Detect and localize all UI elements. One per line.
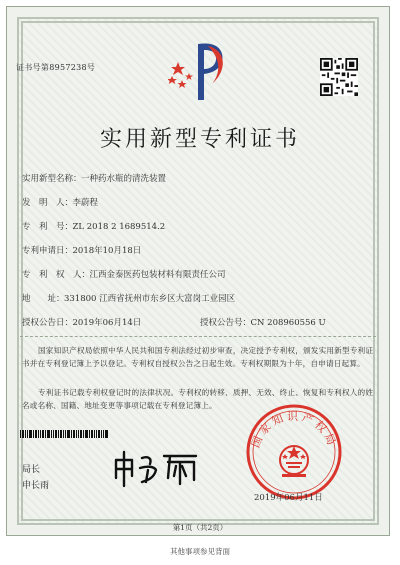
- field-value: 331800 江西省抚州市东乡区大富岗工业园区: [64, 294, 236, 304]
- barcode-icon: [20, 430, 108, 438]
- field-address: 地 址：331800 江西省抚州市东乡区大富岗工业园区: [22, 294, 236, 304]
- field-utility-model-name: 实用新型名称：一种药水瓶的清洗装置: [22, 174, 167, 184]
- divider: [20, 336, 376, 337]
- announcement-number: 授权公告号：CN 208960556 U: [200, 318, 326, 328]
- announcement-number-value: CN 208960556 U: [250, 318, 326, 328]
- certificate-title: 实用新型专利证书: [99, 127, 300, 152]
- field-label: 专利申请日: [22, 246, 65, 256]
- field-label: 发 明 人: [22, 198, 65, 208]
- field-value: 2018年10月18日: [72, 246, 142, 256]
- field-label: 专 利 权 人: [22, 270, 82, 280]
- announcement-date-label: 授权公告日: [22, 318, 65, 328]
- footer-note: 其他事项参见背面: [170, 547, 230, 556]
- field-label: 地 址: [22, 294, 57, 304]
- seal-date: 2019年06月11日: [254, 493, 323, 503]
- field-value: 江西金泰医药包装材料有限责任公司: [89, 270, 226, 280]
- svg-text:国家知识产权局: [249, 410, 339, 450]
- grant-paragraph: 国家知识产权局依照中华人民共和国专利法经过初步审查，决定授予专利权，颁发实用新型专利证书并在专利登记簿上予以登记。专利权自授权公告之日起生效。专利权期限为十年，自申请日起算。: [22, 346, 374, 368]
- field-patentee: 专 利 权 人：江西金泰医药包装材料有限责任公司: [22, 270, 226, 280]
- director-title: 局长: [22, 465, 41, 475]
- director-signature-icon: [110, 448, 200, 488]
- field-inventor: 发 明 人：李蔚程: [22, 198, 99, 208]
- official-seal-icon: [244, 402, 344, 502]
- announcement-number-label: 授权公告号: [200, 318, 243, 328]
- field-patent-number: 专 利 号：ZL 2018 2 1689514.2: [22, 222, 166, 232]
- cnipa-logo-icon: [168, 40, 232, 102]
- legal-status-paragraph: 专利证书记载专利权登记时的法律状况。专利权的转移、质押、无效、终止、恢复和专利权人的姓名或名称、国籍、地址变更等事项记载在专利登记簿上。: [22, 388, 374, 410]
- qr-code-icon: [320, 58, 358, 96]
- certificate-number: 证书号第8957238号: [16, 63, 96, 72]
- field-value: ZL 2018 2 1689514.2: [72, 222, 166, 232]
- field-value: 一种药水瓶的清洗装置: [81, 174, 167, 184]
- director-name: 申长雨: [22, 481, 50, 491]
- announcement-date-value: 2019年06月14日: [72, 318, 142, 328]
- announcement-date: 授权公告日：2019年06月14日: [22, 318, 142, 328]
- field-label: 实用新型名称: [22, 174, 74, 184]
- page-indicator: 第1页（共2页）: [172, 523, 228, 532]
- field-application-date: 专利申请日：2018年10月18日: [22, 246, 142, 256]
- seal-text: 国家知识产权局: [248, 410, 340, 450]
- field-value: 李蔚程: [72, 198, 99, 208]
- field-label: 专 利 号: [22, 222, 65, 232]
